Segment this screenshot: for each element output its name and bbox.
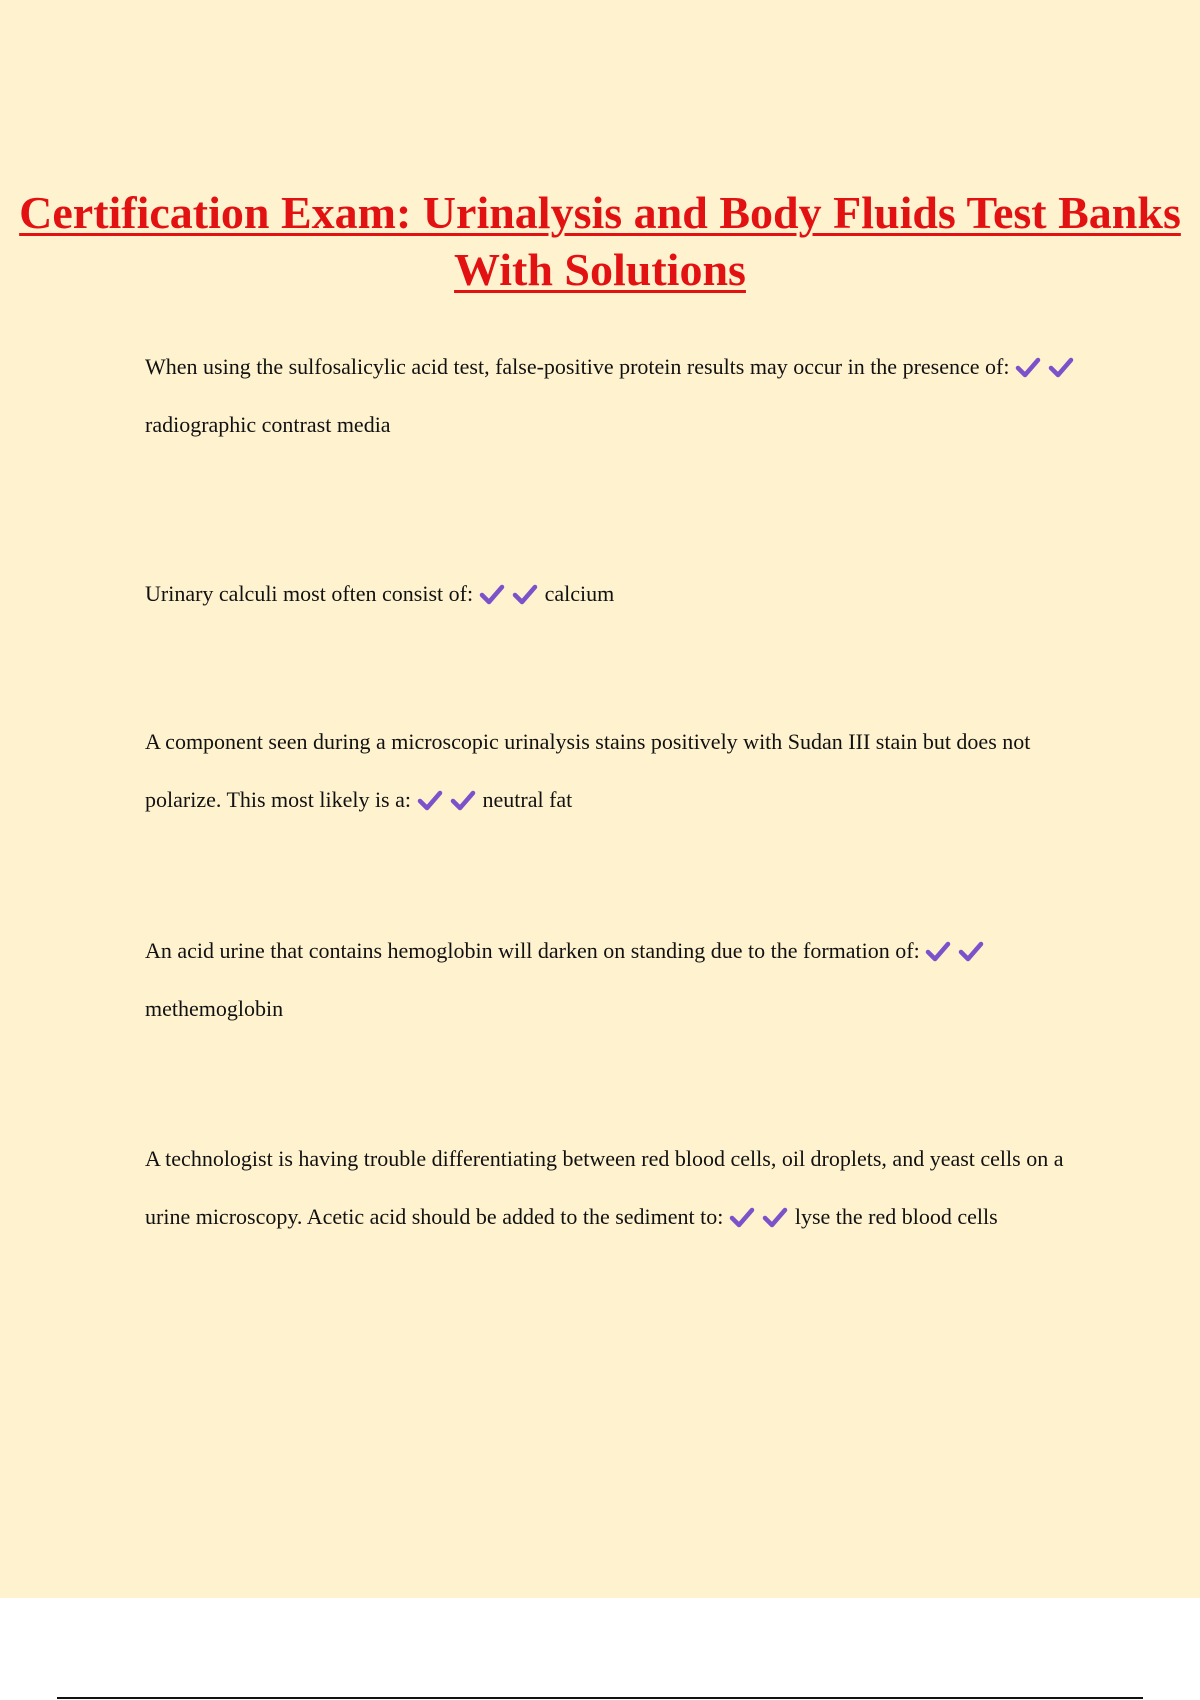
qa-item-3 [145,713,1095,829]
check-icon [958,940,984,962]
check-icon [1015,356,1041,378]
answer-text: methemoglobin [145,996,284,1021]
check-icon [729,1206,755,1228]
question-text: A technologist is having trouble differentiating between red blood cells, oil droplets, and yeast cells on a urine microscopy. Acetic acid should be added to the sediment to: [145,1146,1064,1229]
qa-item-1 [145,338,1095,454]
check-icon [479,583,505,605]
answer-text: lyse the red blood cells [794,1204,998,1229]
document-title: Certification Exam: Urinalysis and Body Fluids Test Banks With Solutions [19,187,1181,295]
question-text: When using the sulfosalicylic acid test, false-positive protein results may occur in the presence of: [145,354,1010,379]
check-icon [1048,356,1074,378]
question-text: An acid urine that contains hemoglobin will darken on standing due to the formation of: [145,938,920,963]
qa-item-2 [145,565,1095,623]
answer-text: radiographic contrast media [145,412,391,437]
answer-text: neutral fat [482,787,573,812]
check-icon [925,940,951,962]
check-icon [512,583,538,605]
question-text: A component seen during a microscopic urinalysis stains positively with Sudan III stain but does not polarize. This most likely is a: [145,729,1031,812]
footer-divider [57,1697,1143,1699]
qa-item-4 [145,922,1095,1038]
check-icon [417,789,443,811]
check-icon [762,1206,788,1228]
check-icon [450,789,476,811]
question-text: Urinary calculi most often consist of: [145,581,474,606]
qa-item-5 [145,1130,1095,1246]
answer-text: calcium [544,581,615,606]
